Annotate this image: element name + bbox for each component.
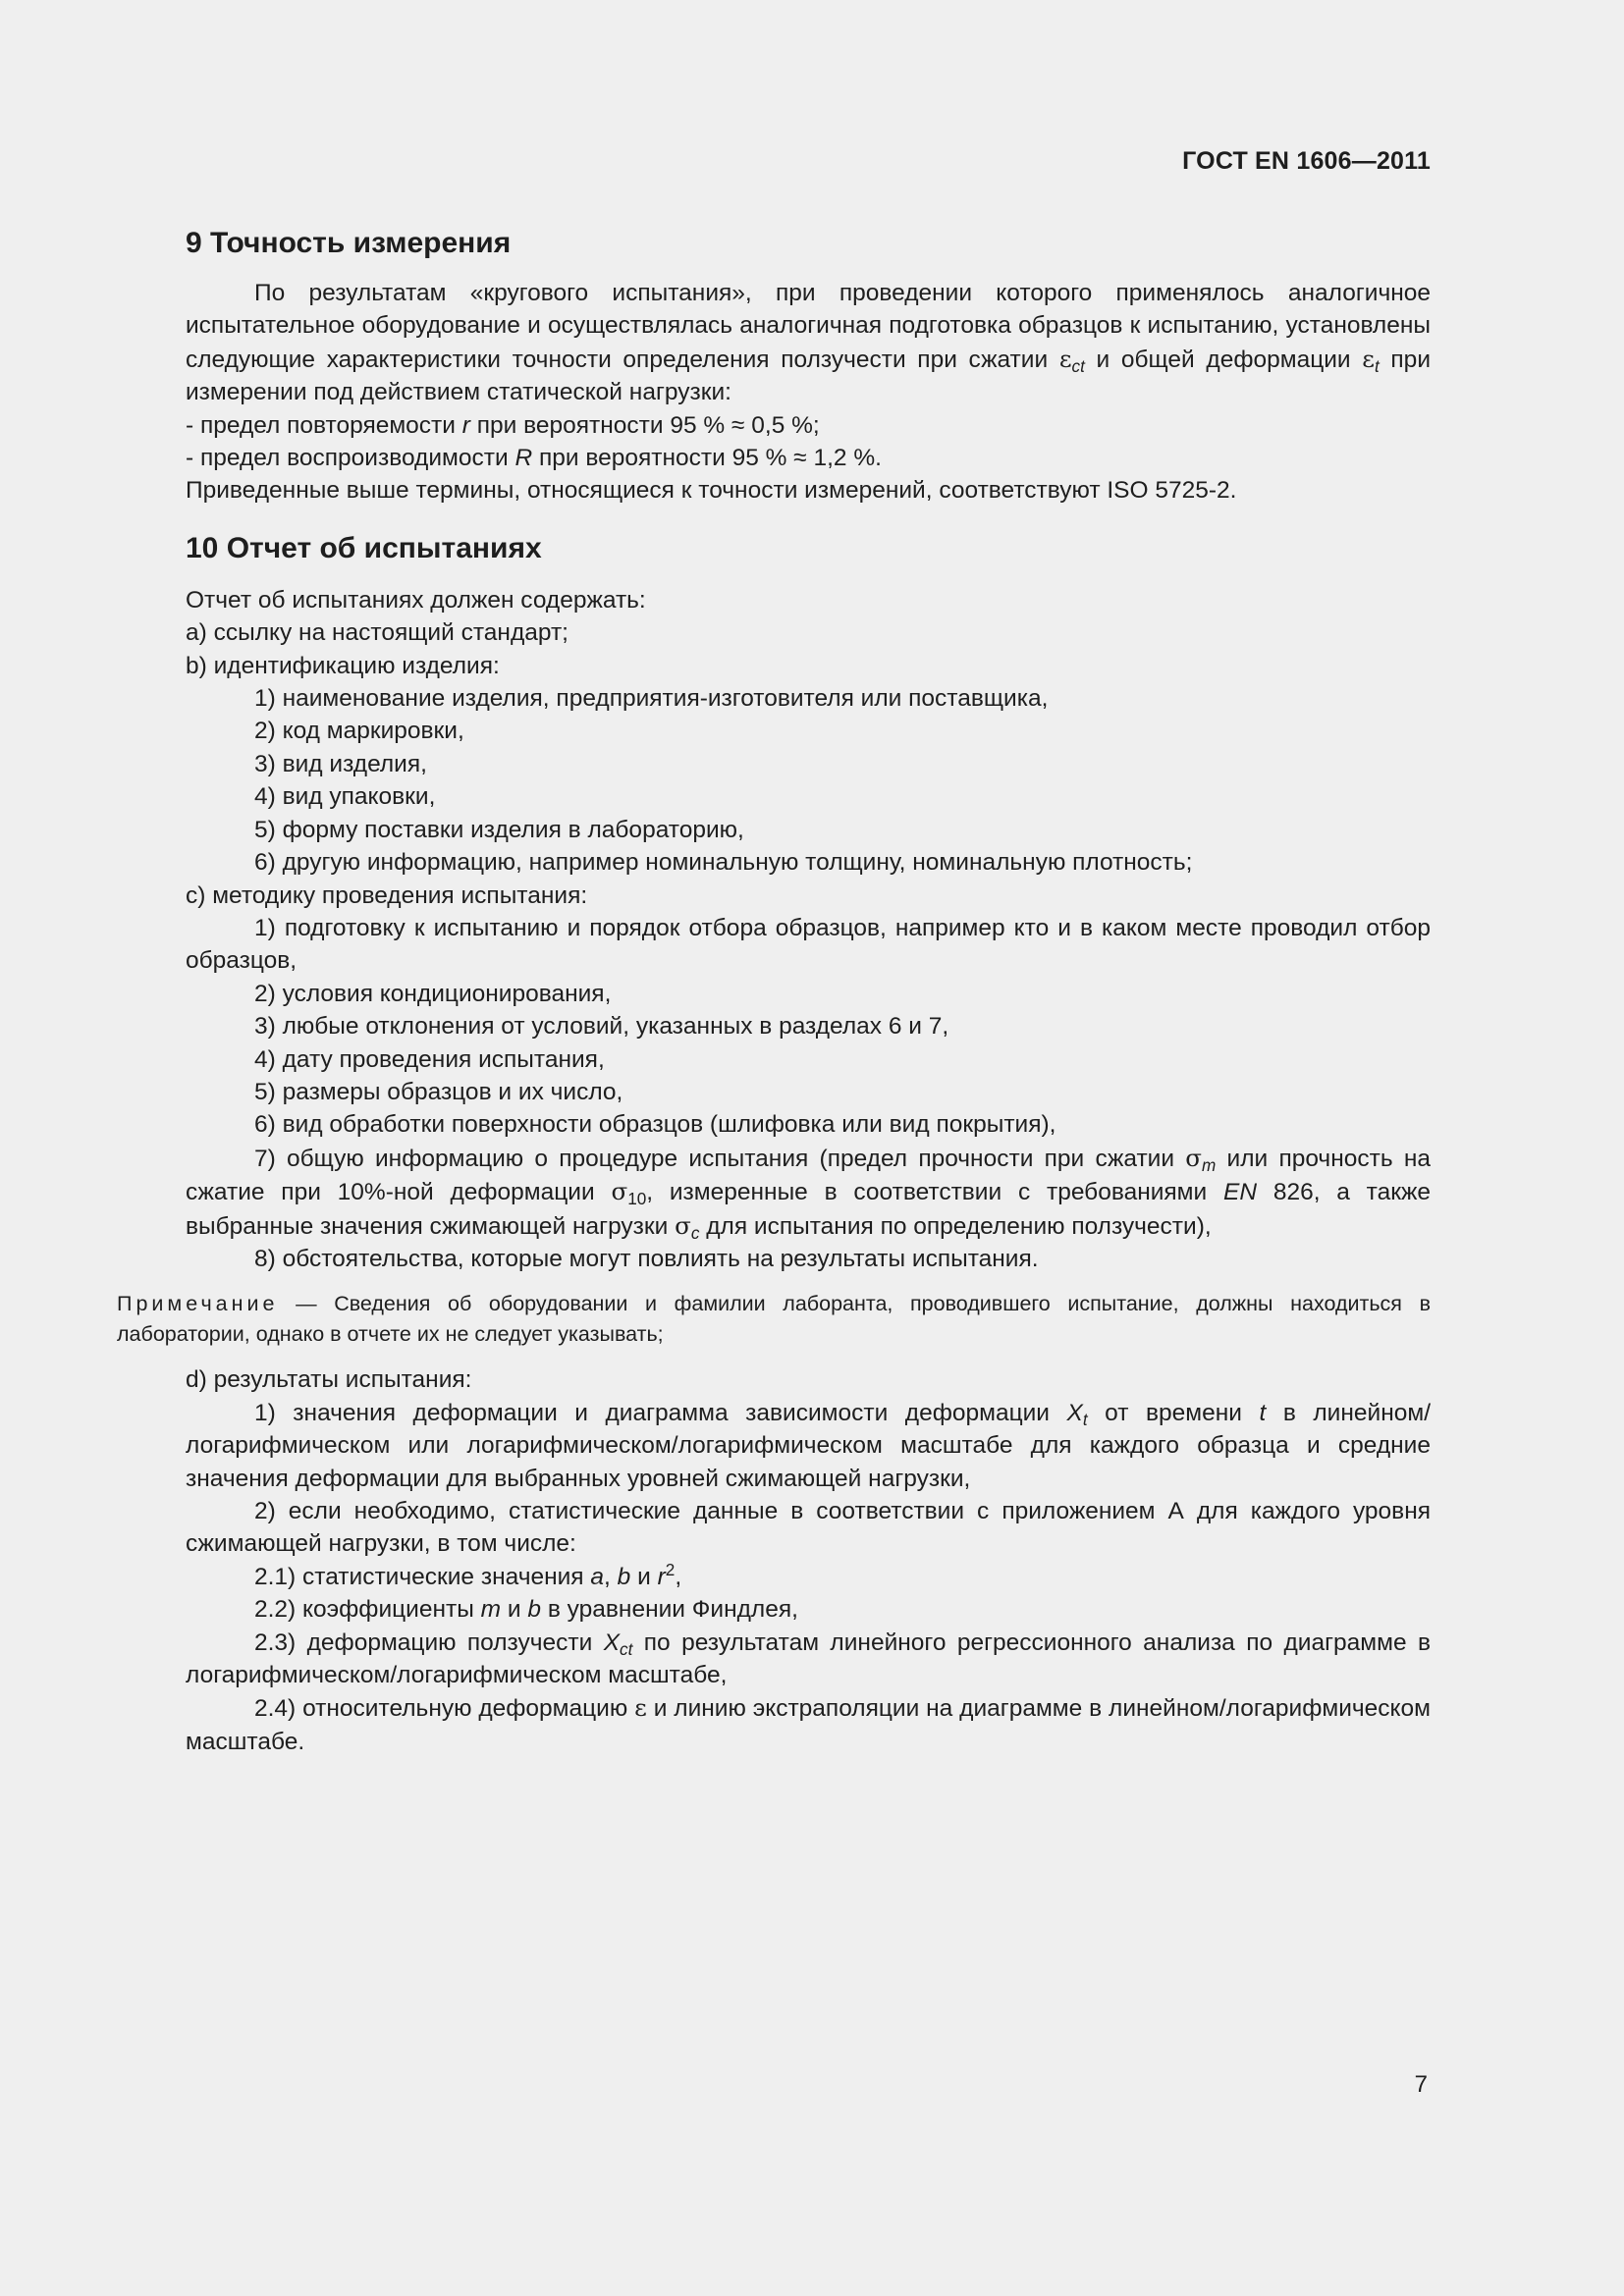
- item-d-2-3: 2.3) деформацию ползучести $X_{ct}$ по результатам линейного регрессионного анализа по диаграмме в логарифмическом/логарифмическом масштабе,: [186, 1629, 1431, 1689]
- item-d-2: 2) если необходимо, статистические данные в соответствии с приложением А для каждого уровня сжимающей нагрузки, в том числе:: [186, 1498, 1431, 1558]
- item-c-3: 3) любые отклонения от условий, указанных в разделах 6 и 7,: [254, 1013, 949, 1041]
- document-body: [117, 224, 1431, 1758]
- item-c-7: 7) общую информацию о процедуре испытания (предел прочности при сжатии $\sigma_m$ или прочность на сжатие при 10%-ной деформации $\sigma_{10}$, измеренные в соответствии с требованиями EN 826, а также выбранные значения сжимающей нагрузки $\sigma_c$ для испытания по определению ползучести),: [186, 1143, 1431, 1243]
- item-c-5: 5) размеры образцов и их число,: [254, 1078, 623, 1105]
- item-b-4: 4) вид упаковки,: [254, 783, 436, 811]
- item-c-4: 4) дату проведения испытания,: [254, 1045, 605, 1073]
- repeatability-limit: - предел повторяемости r при вероятности 95 % ≈ 0,5 %;: [186, 411, 820, 439]
- section-9-title: 9 Точность измерения: [186, 227, 512, 259]
- item-b-2: 2) код маркировки,: [254, 718, 464, 745]
- item-d-2-4: 2.4) относительную деформацию ε и линию экстраполяции на диаграмме в линейном/логарифмическом масштабе.: [186, 1693, 1431, 1755]
- note: Примечание — Сведения об оборудовании и фамилии лаборанта, проводившего испытание, должны находиться в лаборатории, однако в отчете их не следует указывать;: [117, 1292, 1431, 1347]
- item-b-6: 6) другую информацию, например номинальную толщину, номинальную плотность;: [254, 849, 1193, 877]
- item-d-2-2: 2.2) коэффициенты m и b в уравнении Финдлея,: [254, 1596, 798, 1624]
- item-d-2-1: 2.1) статистические значения a, b и $r^2$,: [254, 1559, 682, 1590]
- item-d: d) результаты испытания:: [186, 1366, 472, 1394]
- note-label: Примечание: [117, 1292, 279, 1316]
- standard-designation: ГОСТ EN 1606—2011: [1182, 147, 1431, 175]
- item-d-1: 1) значения деформации и диаграмма зависимости деформации $X_t$ от времени t в линейном/логарифмическом или логарифмическом/логарифмическом масштабе для каждого образца и средние значения деформации для выбранных уровней сжимающей нагрузки,: [186, 1399, 1431, 1492]
- item-b-5: 5) форму поставки изделия в лабораторию,: [254, 816, 744, 843]
- item-b-3: 3) вид изделия,: [254, 750, 427, 777]
- iso-reference: Приведенные выше термины, относящиеся к точности измерений, соответствуют ISO 5725-2.: [186, 477, 1237, 505]
- item-c: c) методику проведения испытания:: [186, 881, 588, 909]
- item-c-2: 2) условия кондиционирования,: [254, 980, 612, 1007]
- reproducibility-limit: - предел воспроизводимости R при вероятности 95 % ≈ 1,2 %.: [186, 445, 882, 472]
- item-b-1: 1) наименование изделия, предприятия-изготовителя или поставщика,: [254, 685, 1049, 713]
- section-10-title: 10 Отчет об испытаниях: [186, 531, 542, 564]
- section-9-paragraph: По результатам «кругового испытания», при проведении которого применялось аналогичное испытательное оборудование и осуществлялась аналогичная подготовка образцов к испытанию, установлены следующие характеристики точности определения ползучести при сжатии $\varepsilon_{ct}$ и общей деформации $\varepsilon_t$ при измерении под действием статической нагрузки:: [186, 280, 1431, 406]
- item-c-6: 6) вид обработки поверхности образцов (шлифовка или вид покрытия),: [254, 1111, 1056, 1139]
- page-number: 7: [1414, 2071, 1428, 2098]
- item-c-1: 1) подготовку к испытанию и порядок отбора образцов, например кто и в каком месте проводил отбор образцов,: [186, 914, 1431, 975]
- item-b: b) идентификацию изделия:: [186, 652, 500, 679]
- item-c-8: 8) обстоятельства, которые могут повлиять на результаты испытания.: [254, 1245, 1039, 1272]
- report-intro: Отчет об испытаниях должен содержать:: [186, 586, 646, 614]
- item-a: a) ссылку на настоящий стандарт;: [186, 619, 568, 647]
